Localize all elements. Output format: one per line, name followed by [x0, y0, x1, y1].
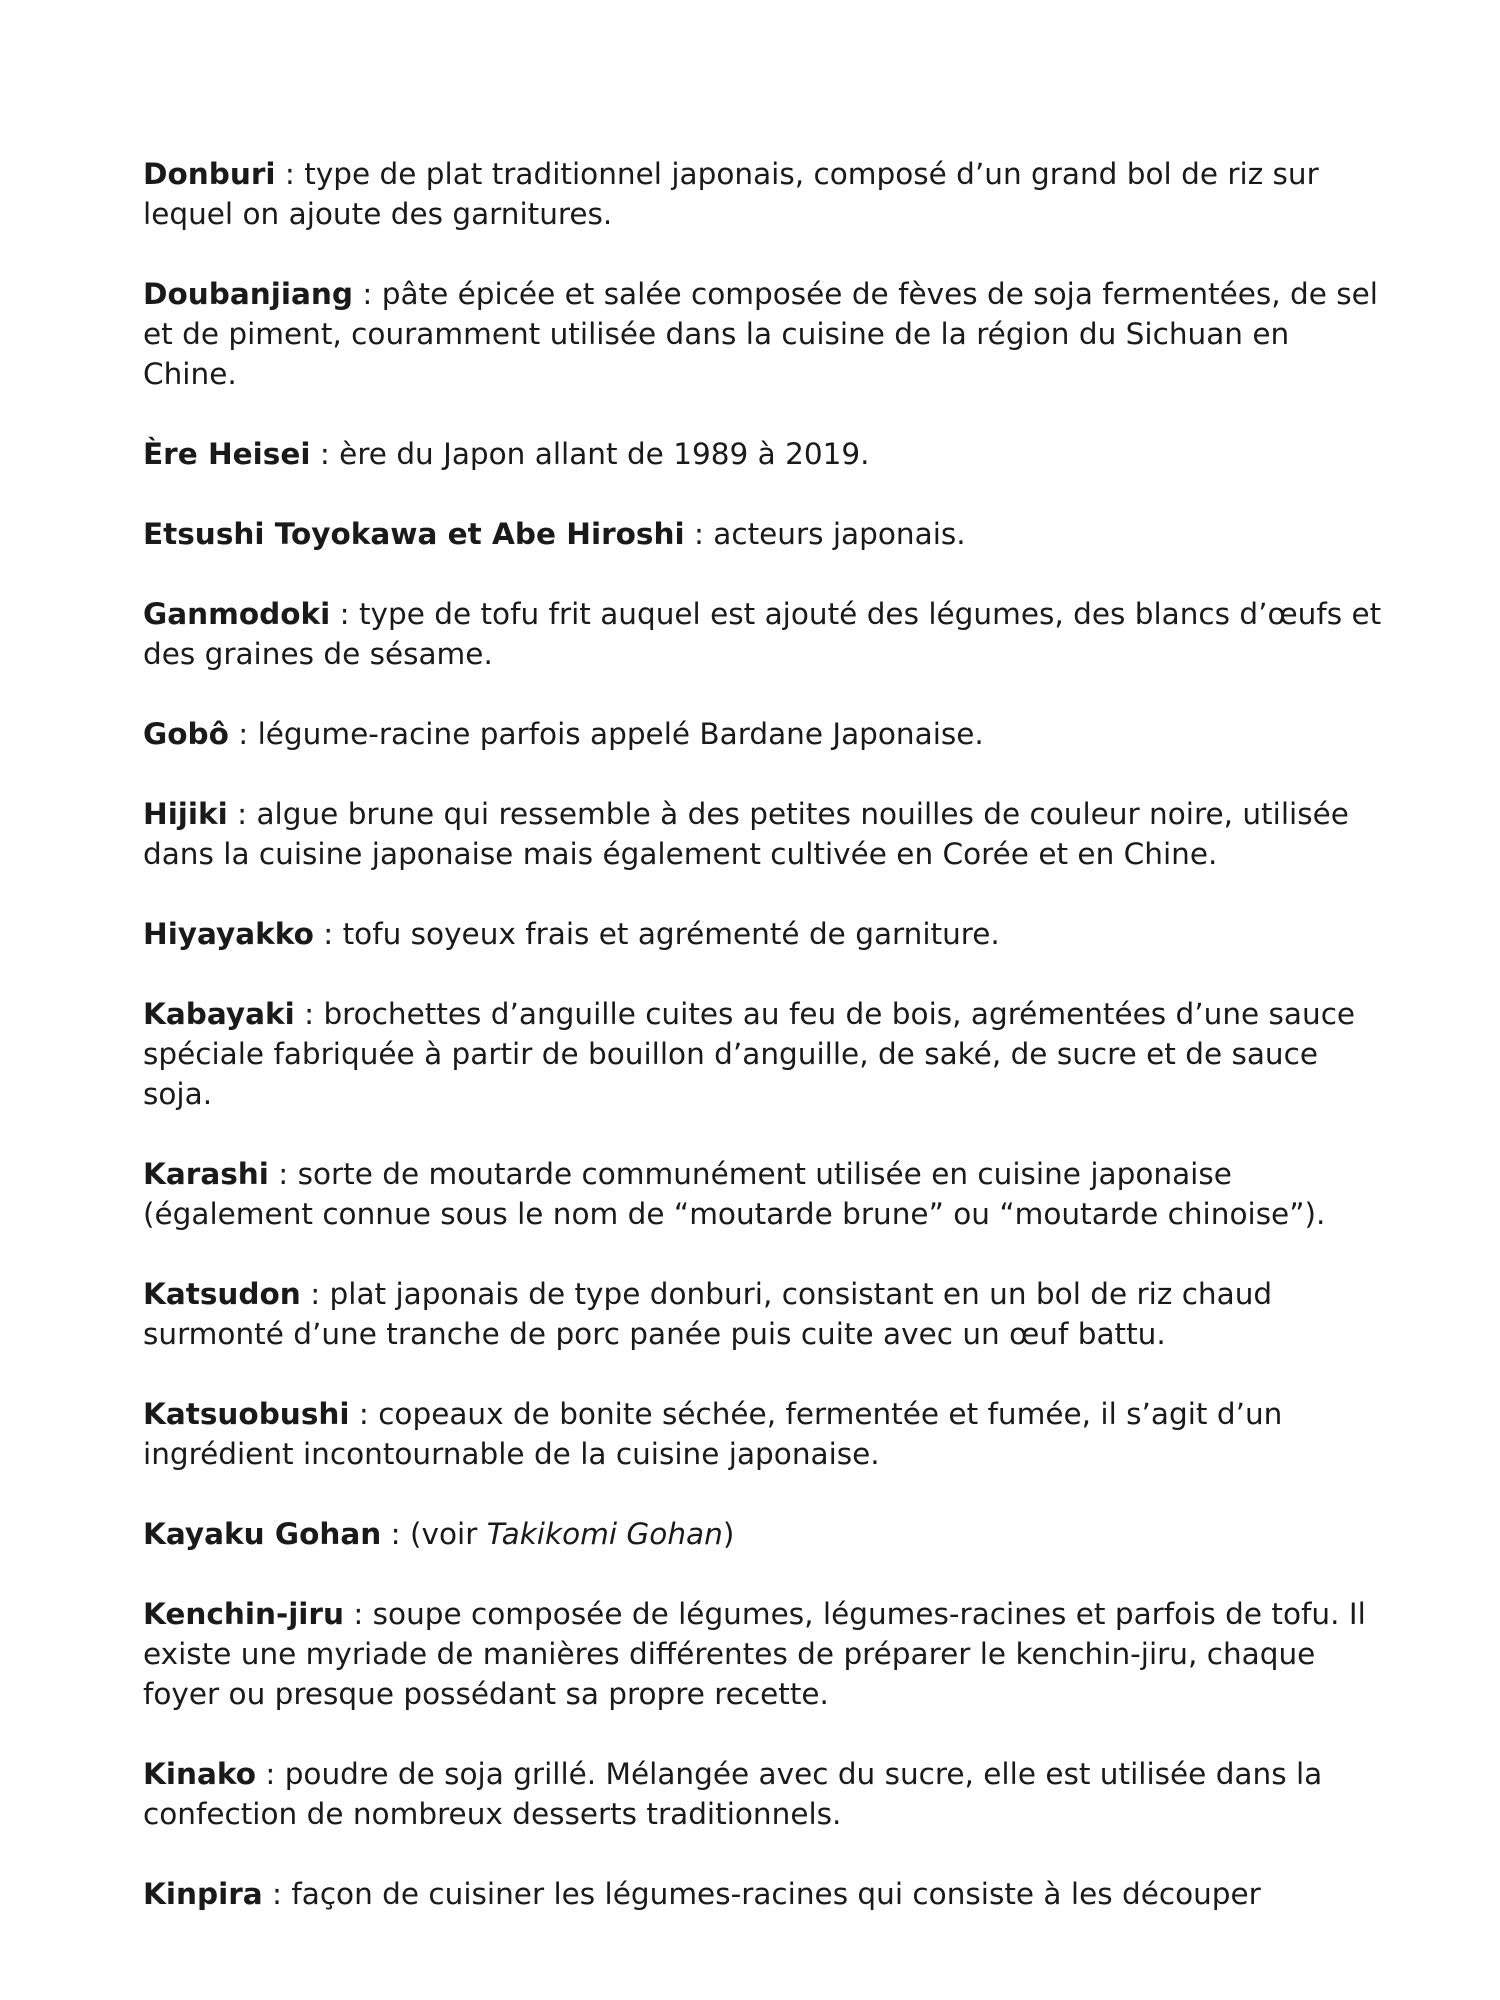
- glossary-entry-donburi: [143, 154, 1383, 234]
- term-separator: :: [349, 1397, 379, 1431]
- glossary-term: Etsushi Toyokawa et Abe Hiroshi: [143, 517, 685, 551]
- glossary-entry-katsuobushi: [143, 1394, 1383, 1474]
- glossary-entry-actors: [143, 514, 1383, 554]
- term-separator: :: [275, 157, 305, 191]
- glossary-entry-kinako: [143, 1754, 1383, 1834]
- glossary-entry-kenchin-jiru: [143, 1594, 1383, 1714]
- glossary-term: Kenchin-jiru: [143, 1597, 344, 1631]
- term-separator: :: [262, 1877, 292, 1911]
- glossary-definition: type de tofu frit auquel est ajouté des légumes, des blancs d’œufs et des graines de sésame.: [143, 597, 1382, 671]
- term-separator: :: [268, 1157, 298, 1191]
- glossary-definition: acteurs japonais.: [713, 517, 966, 551]
- term-separator: :: [294, 997, 324, 1031]
- glossary-entry-kayaku-gohan: [143, 1514, 1383, 1554]
- term-separator: :: [313, 917, 343, 951]
- glossary-entry-gobo: [143, 714, 1383, 754]
- glossary-definition: type de plat traditionnel japonais, composé d’un grand bol de riz sur lequel on ajoute des garnitures.: [143, 157, 1319, 231]
- glossary-term: Kinako: [143, 1757, 256, 1791]
- glossary-entry-hijiki: [143, 794, 1383, 874]
- glossary-entry-kabayaki: [143, 994, 1383, 1114]
- glossary-definition: copeaux de bonite séchée, fermentée et fumée, il s’agit d’un ingrédient incontournable de la cuisine japonaise.: [143, 1397, 1283, 1471]
- glossary-term: Donburi: [143, 157, 276, 191]
- glossary-entry-katsudon: [143, 1274, 1383, 1354]
- glossary-term: Hiyayakko: [143, 917, 314, 951]
- glossary-definition: plat japonais de type donburi, consistant en un bol de riz chaud surmonté d’une tranche de porc panée puis cuite avec un œuf battu.: [143, 1277, 1273, 1351]
- glossary-term: Kinpira: [143, 1877, 263, 1911]
- glossary-term: Hijiki: [143, 797, 228, 831]
- term-separator: :: [330, 597, 359, 631]
- glossary-definition: légume-racine parfois appelé Bardane Japonaise.: [257, 717, 984, 751]
- term-separator: :: [343, 1597, 373, 1631]
- term-separator: :: [300, 1277, 330, 1311]
- reference-close: ): [722, 1517, 735, 1551]
- glossary-term: Ère Heisei: [143, 437, 311, 471]
- reference-open: (voir: [409, 1517, 487, 1551]
- term-separator: :: [310, 437, 340, 471]
- term-separator: :: [255, 1757, 285, 1791]
- cross-reference: Takikomi Gohan: [486, 1517, 723, 1551]
- glossary-term: Gobô: [143, 717, 229, 751]
- glossary-term: Doubanjiang: [143, 277, 354, 311]
- glossary-definition: pâte épicée et salée composée de fèves de soja fermentées, de sel et de piment, couramment utilisée dans la cuisine de la région du Sichuan en Chine.: [143, 277, 1378, 391]
- glossary-term: Kabayaki: [143, 997, 295, 1031]
- term-separator: :: [227, 797, 257, 831]
- glossary-entry-kinpira: [143, 1874, 1383, 1914]
- glossary-term: Kayaku Gohan: [143, 1517, 382, 1551]
- term-separator: :: [228, 717, 258, 751]
- glossary-definition: brochettes d’anguille cuites au feu de bois, agrémentées d’une sauce spéciale fabriquée à partir de bouillon d’anguille, de saké, de sucre et de sauce soja.: [143, 997, 1356, 1111]
- glossary-term: Katsudon: [143, 1277, 301, 1311]
- glossary-page: [143, 154, 1383, 1954]
- glossary-term: Katsuobushi: [143, 1397, 350, 1431]
- glossary-definition: soupe composée de légumes, légumes-racines et parfois de tofu. Il existe une myriade de manières différentes de préparer le kenchin-jiru, chaque foyer ou presque possédant sa propre recette.: [143, 1597, 1366, 1711]
- glossary-term: Ganmodoki: [143, 597, 331, 631]
- glossary-entry-ganmodoki: [143, 594, 1383, 674]
- glossary-entry-karashi: [143, 1154, 1383, 1234]
- glossary-definition: tofu soyeux frais et agrémenté de garniture.: [342, 917, 1000, 951]
- term-separator: :: [353, 277, 382, 311]
- term-separator: :: [684, 517, 714, 551]
- glossary-entry-ere-heisei: [143, 434, 1383, 474]
- glossary-definition: sorte de moutarde communément utilisée en cuisine japonaise (également connue sous le nom de “moutarde brune” ou “moutarde chinoise”).: [143, 1157, 1326, 1231]
- term-separator: :: [381, 1517, 410, 1551]
- glossary-definition: algue brune qui ressemble à des petites nouilles de couleur noire, utilisée dans la cuisine japonaise mais également cultivée en Corée et en Chine.: [143, 797, 1349, 871]
- glossary-definition: façon de cuisiner les légumes-racines qui consiste à les découper: [291, 1877, 1261, 1911]
- glossary-definition: ère du Japon allant de 1989 à 2019.: [339, 437, 870, 471]
- glossary-entry-doubanjiang: [143, 274, 1383, 394]
- glossary-definition: poudre de soja grillé. Mélangée avec du sucre, elle est utilisée dans la confection de nombreux desserts traditionnels.: [143, 1757, 1323, 1831]
- glossary-term: Karashi: [143, 1157, 269, 1191]
- glossary-entry-hiyayakko: [143, 914, 1383, 954]
